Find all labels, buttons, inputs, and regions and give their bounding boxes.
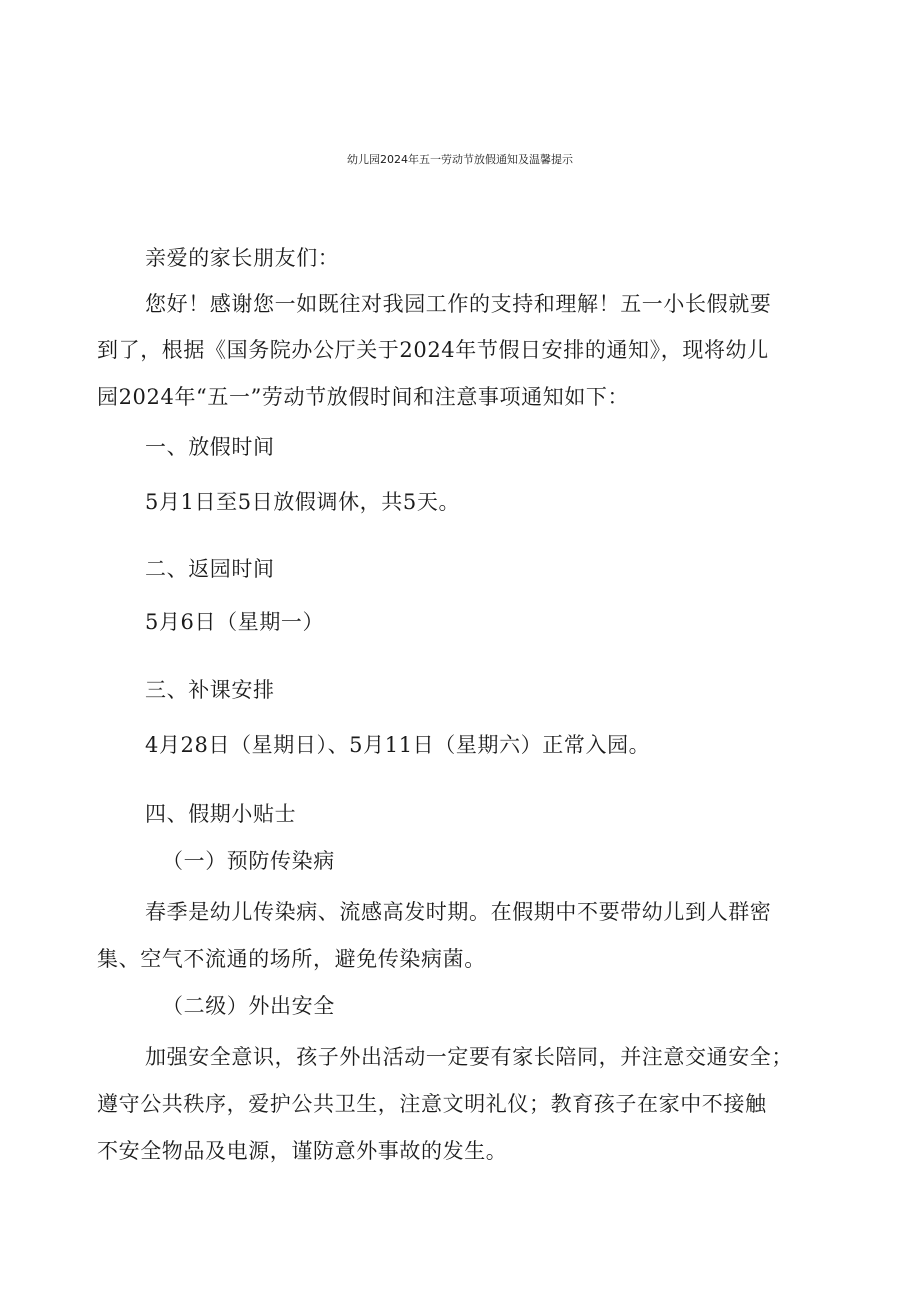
outdoor-safety-line: 不安全物品及电源，谨防意外事故的发生。 <box>97 1139 508 1163</box>
document-title: 幼儿园2024年五一劳动节放假通知及温馨提示 <box>347 153 573 166</box>
salutation: 亲爱的家长朋友们： <box>145 246 340 270</box>
subheading-outdoor-safety: （二级）外出安全 <box>162 994 335 1018</box>
section-heading-return-time: 二、返园时间 <box>145 557 275 581</box>
prevent-disease-line: 春季是幼儿传染病、流感高发时期。在假期中不要带幼儿到人群密 <box>145 900 772 924</box>
return-time-text: 5月6日（星期一） <box>145 610 325 634</box>
intro-paragraph-line: 您好！感谢您一如既往对我园工作的支持和理解！五一小长假就要 <box>145 292 772 316</box>
subheading-prevent-disease: （一）预防传染病 <box>162 849 335 873</box>
holiday-time-text: 5月1日至5日放假调休，共5天。 <box>145 490 461 514</box>
makeup-classes-text: 4月28日（星期日）、5月11日（星期六）正常入园。 <box>145 733 651 757</box>
intro-paragraph-line: 到了，根据《国务院办公厅关于2024年节假日安排的通知》，现将幼儿 <box>97 338 769 362</box>
outdoor-safety-line: 加强安全意识，孩子外出活动一定要有家长陪同，并注意交通安全； <box>145 1045 793 1069</box>
section-heading-makeup-classes: 三、补课安排 <box>145 678 275 702</box>
section-heading-holiday-tips: 四、假期小贴士 <box>145 802 297 826</box>
section-heading-holiday-time: 一、放假时间 <box>145 435 275 459</box>
outdoor-safety-line: 遵守公共秩序，爱护公共卫生，注意文明礼仪；教育孩子在家中不接触 <box>97 1092 767 1116</box>
intro-paragraph-line: 园2024年“五一”劳动节放假时间和注意事项通知如下： <box>97 385 630 409</box>
prevent-disease-line: 集、空气不流通的场所，避免传染病菌。 <box>97 947 486 971</box>
